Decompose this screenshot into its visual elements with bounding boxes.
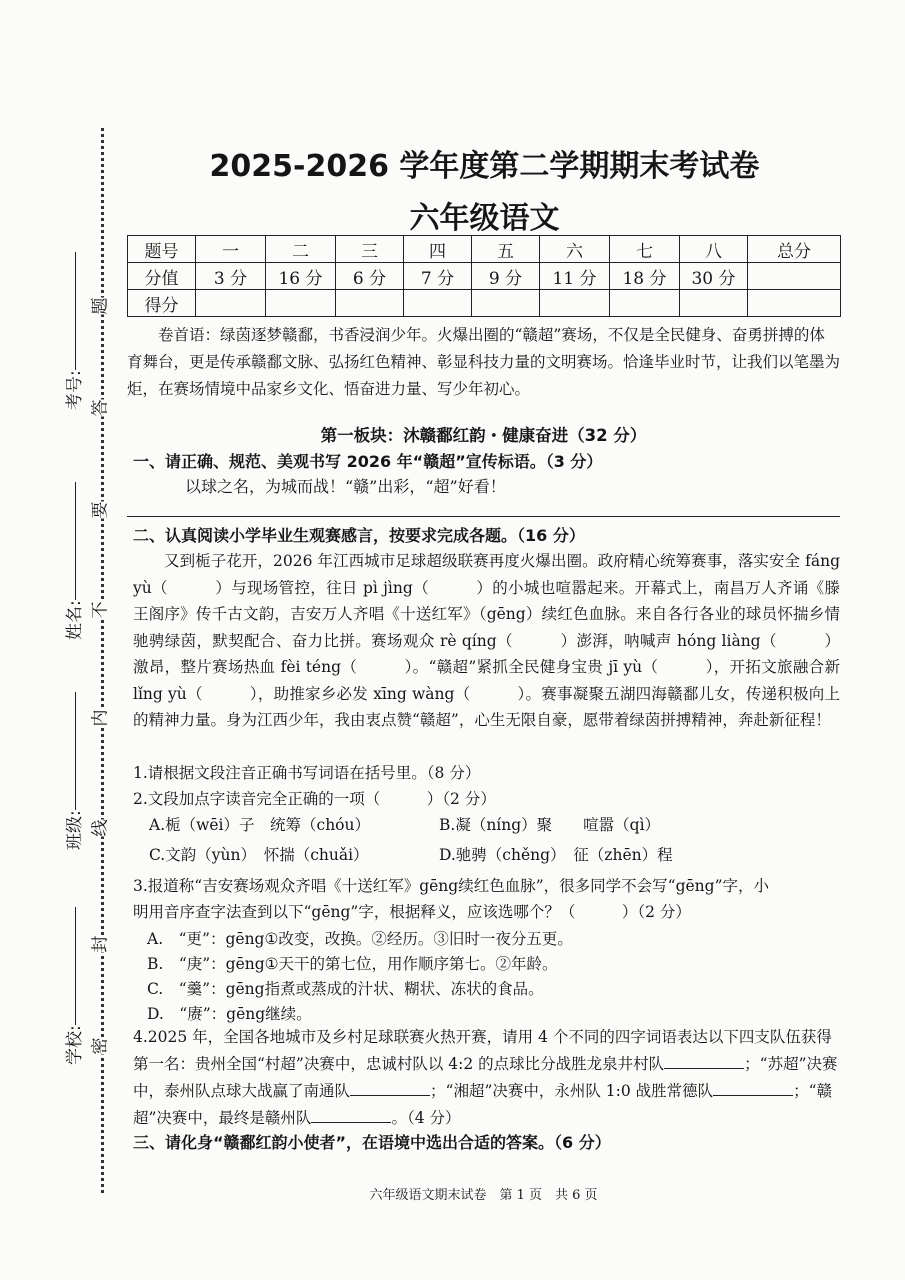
score-table — [127, 235, 841, 317]
seal-char-nei: 内 — [90, 709, 111, 727]
seal-char-ti: 题 — [90, 297, 111, 315]
question-3-line-2: 明用音序查字法查到以下“gēng”字，根据释义，应该选哪个？（ ）（2 分） — [133, 903, 691, 921]
class-line[interactable] — [75, 692, 76, 810]
table-cell: 9 分 — [472, 263, 540, 290]
exam-number-field[interactable] — [60, 252, 85, 410]
question-2: 2.文段加点字读音完全正确的一项（ ）（2 分） — [133, 790, 496, 808]
class-label: 班级: — [65, 810, 85, 850]
q3-option-a[interactable]: A. “更”：gēng①改变，改换。②经历。③旧时一夜分五更。 — [147, 930, 573, 948]
table-cell: 18 分 — [610, 263, 680, 290]
score-input-cell[interactable] — [472, 290, 540, 317]
question-4 — [133, 1024, 840, 1132]
question-1: 1.请根据文段注音正确书写词语在括号里。（8 分） — [133, 764, 481, 782]
preface: 卷首语：绿茵逐梦赣鄱，书香浸润少年。火爆出圈的“赣超”赛场，不仅是全民健身、奋勇拼搏的体育舞台，更是传承赣鄱文脉、弘扬红色精神、彰显科技力量的文明赛场。恰逢毕业时节，让我们以笔墨为炬，在赛场情境中品家乡文化、悟奋进力量、写少年初心。 — [127, 326, 841, 398]
table-cell: 一 — [196, 236, 266, 263]
slogan-text: 以球之名，为城而战！“赣”出彩，“超”好看！ — [185, 477, 506, 496]
page-footer: 六年级语文期末试卷 第 1 页 共 6 页 — [369, 1188, 598, 1203]
name-label: 姓名: — [65, 600, 85, 640]
table-cell: 二 — [266, 236, 336, 263]
score-input-cell[interactable] — [540, 290, 610, 317]
block-1-heading: 第一板块：沐赣鄱红韵・健康奋进（32 分） — [320, 426, 647, 445]
table-cell: 七 — [610, 236, 680, 263]
table-cell: 30 分 — [680, 263, 748, 290]
q3-option-b[interactable]: B. “庚”：gēng①天干的第七位，用作顺序第七。②年龄。 — [147, 955, 558, 973]
exam-number-label: 考号: — [65, 370, 85, 410]
score-table-value-row — [128, 263, 841, 290]
q2-option-c[interactable]: C.文韵（yùn） 怀揣（chuǎi） — [149, 846, 369, 864]
seal-char-xian: 线 — [90, 819, 111, 837]
table-cell: 6 分 — [336, 263, 404, 290]
binding-margin — [0, 0, 122, 1280]
score-input-cell[interactable] — [404, 290, 472, 317]
table-cell: 得分 — [128, 290, 196, 317]
q4-text-2: ；“苏超”决赛中，泰州队点球大战赢了南通队 — [133, 1055, 838, 1100]
score-input-cell[interactable] — [266, 290, 336, 317]
answer-blank[interactable] — [350, 1081, 430, 1096]
answer-blank[interactable] — [311, 1108, 391, 1123]
reading-passage: 又到栀子花开，2026 年江西城市足球超级联赛再度火爆出圈。政府精心统筹赛事，落实安全 fáng yù（ ）与现场管控，往日 pì jìng（ ）的小城也喧嚣起来。开幕式上，南昌万人齐诵《滕王阁序》传千古文韵，吉安万人齐唱《十送红军》（gēng）续红色血脉。来自各行各业的球员怀揣乡情驰骋绿茵，默契配合、奋力比拼。赛场观众 rè qíng（ ）澎湃，呐喊声 hóng liàng（ ）激昂，整片赛场热血 fèi téng（ ）。“赣超”紧抓全民健身宝贵 jī yù（ ），开拓文旅融合新 lǐng yù（ ），助推家乡必发 xīng wàng（ ）。赛事凝聚五湖四海赣鄱儿女，传递积极向上的精神力量。身为江西少年，我由衷点赞“赣超”，心生无限自豪，愿带着绿茵拼搏精神，奔赴新征程！ — [133, 552, 840, 729]
question-3-line-1: 3.报道称“吉安赛场观众齐唱《十送红军》gēng续红色血脉”，很多同学不会写“gēng”字，小 — [133, 877, 769, 895]
answer-blank[interactable] — [664, 1054, 744, 1069]
table-cell: 六 — [540, 236, 610, 263]
table-cell: 3 分 — [196, 263, 266, 290]
q2-option-a[interactable]: A.栀（wēi）子 统筹（chóu） — [149, 816, 370, 834]
q2-option-d[interactable]: D.驰骋（chěng） 征（zhēn）程 — [439, 846, 673, 864]
exam-number-line[interactable] — [75, 252, 76, 370]
score-input-cell[interactable] — [748, 290, 841, 317]
exam-page — [127, 0, 842, 1280]
q3-option-d[interactable]: D. “赓”：gēng继续。 — [147, 1005, 312, 1023]
q4-text-4: ；“赣超”决赛中，最终是赣州队 — [133, 1082, 833, 1127]
section-1-heading: 一、请正确、规范、美观书写 2026 年“赣超”宣传标语。（3 分） — [133, 452, 603, 471]
section-2-heading: 二、认真阅读小学毕业生观赛感言，按要求完成各题。（16 分） — [133, 526, 585, 545]
writing-line[interactable] — [127, 516, 840, 517]
table-cell: 16 分 — [266, 263, 336, 290]
q4-text-3: ；“湘超”决赛中，永州队 1:0 战胜常德队 — [430, 1082, 714, 1100]
exam-subtitle: 六年级语文 — [409, 201, 560, 236]
seal-char-feng: 封 — [90, 935, 111, 953]
table-cell: 分值 — [128, 263, 196, 290]
seal-char-da: 答 — [90, 399, 111, 417]
table-cell: 11 分 — [540, 263, 610, 290]
exam-title: 2025-2026 学年度第二学期期末考试卷 — [209, 149, 760, 184]
binding-dotted-line — [101, 128, 104, 1193]
score-table-score-row — [128, 290, 841, 317]
section-3-heading: 三、请化身“赣鄱红韵小使者”，在语境中选出合适的答案。（6 分） — [133, 1133, 611, 1152]
score-input-cell[interactable] — [680, 290, 748, 317]
school-label: 学校: — [65, 1025, 85, 1065]
score-input-cell[interactable] — [610, 290, 680, 317]
seal-char-mi: 密 — [90, 1037, 111, 1055]
q4-text-1: 4.2025 年，全国各地城市及乡村足球联赛火热开赛，请用 4 个不同的四字词语表达以下四支队伍获得第一名：贵州全国“村超”决赛中，忠诚村队以 4:2 的点球比分战胜龙泉井村队 — [133, 1028, 832, 1073]
table-cell: 八 — [680, 236, 748, 263]
answer-blank[interactable] — [713, 1081, 793, 1096]
score-input-cell[interactable] — [196, 290, 266, 317]
table-cell: 四 — [404, 236, 472, 263]
seal-char-bu: 不 — [90, 601, 111, 619]
table-cell: 7 分 — [404, 263, 472, 290]
table-cell: 总分 — [748, 236, 841, 263]
school-line[interactable] — [75, 907, 76, 1025]
table-cell: 三 — [336, 236, 404, 263]
class-field[interactable] — [60, 692, 85, 850]
q3-option-c[interactable]: C. “羹”：gēng指煮或蒸成的汁状、糊状、冻状的食品。 — [147, 980, 544, 998]
q4-text-5: 。（4 分） — [391, 1109, 461, 1127]
table-cell — [748, 263, 841, 290]
score-table-header-row — [128, 236, 841, 263]
table-cell: 五 — [472, 236, 540, 263]
name-field[interactable] — [60, 482, 85, 640]
score-input-cell[interactable] — [336, 290, 404, 317]
school-field[interactable] — [60, 907, 85, 1065]
name-line[interactable] — [75, 482, 76, 600]
table-cell: 题号 — [128, 236, 196, 263]
seal-char-yao: 要 — [90, 501, 111, 519]
q2-option-b[interactable]: B.凝（níng）聚 喧嚣（qì） — [439, 816, 661, 834]
